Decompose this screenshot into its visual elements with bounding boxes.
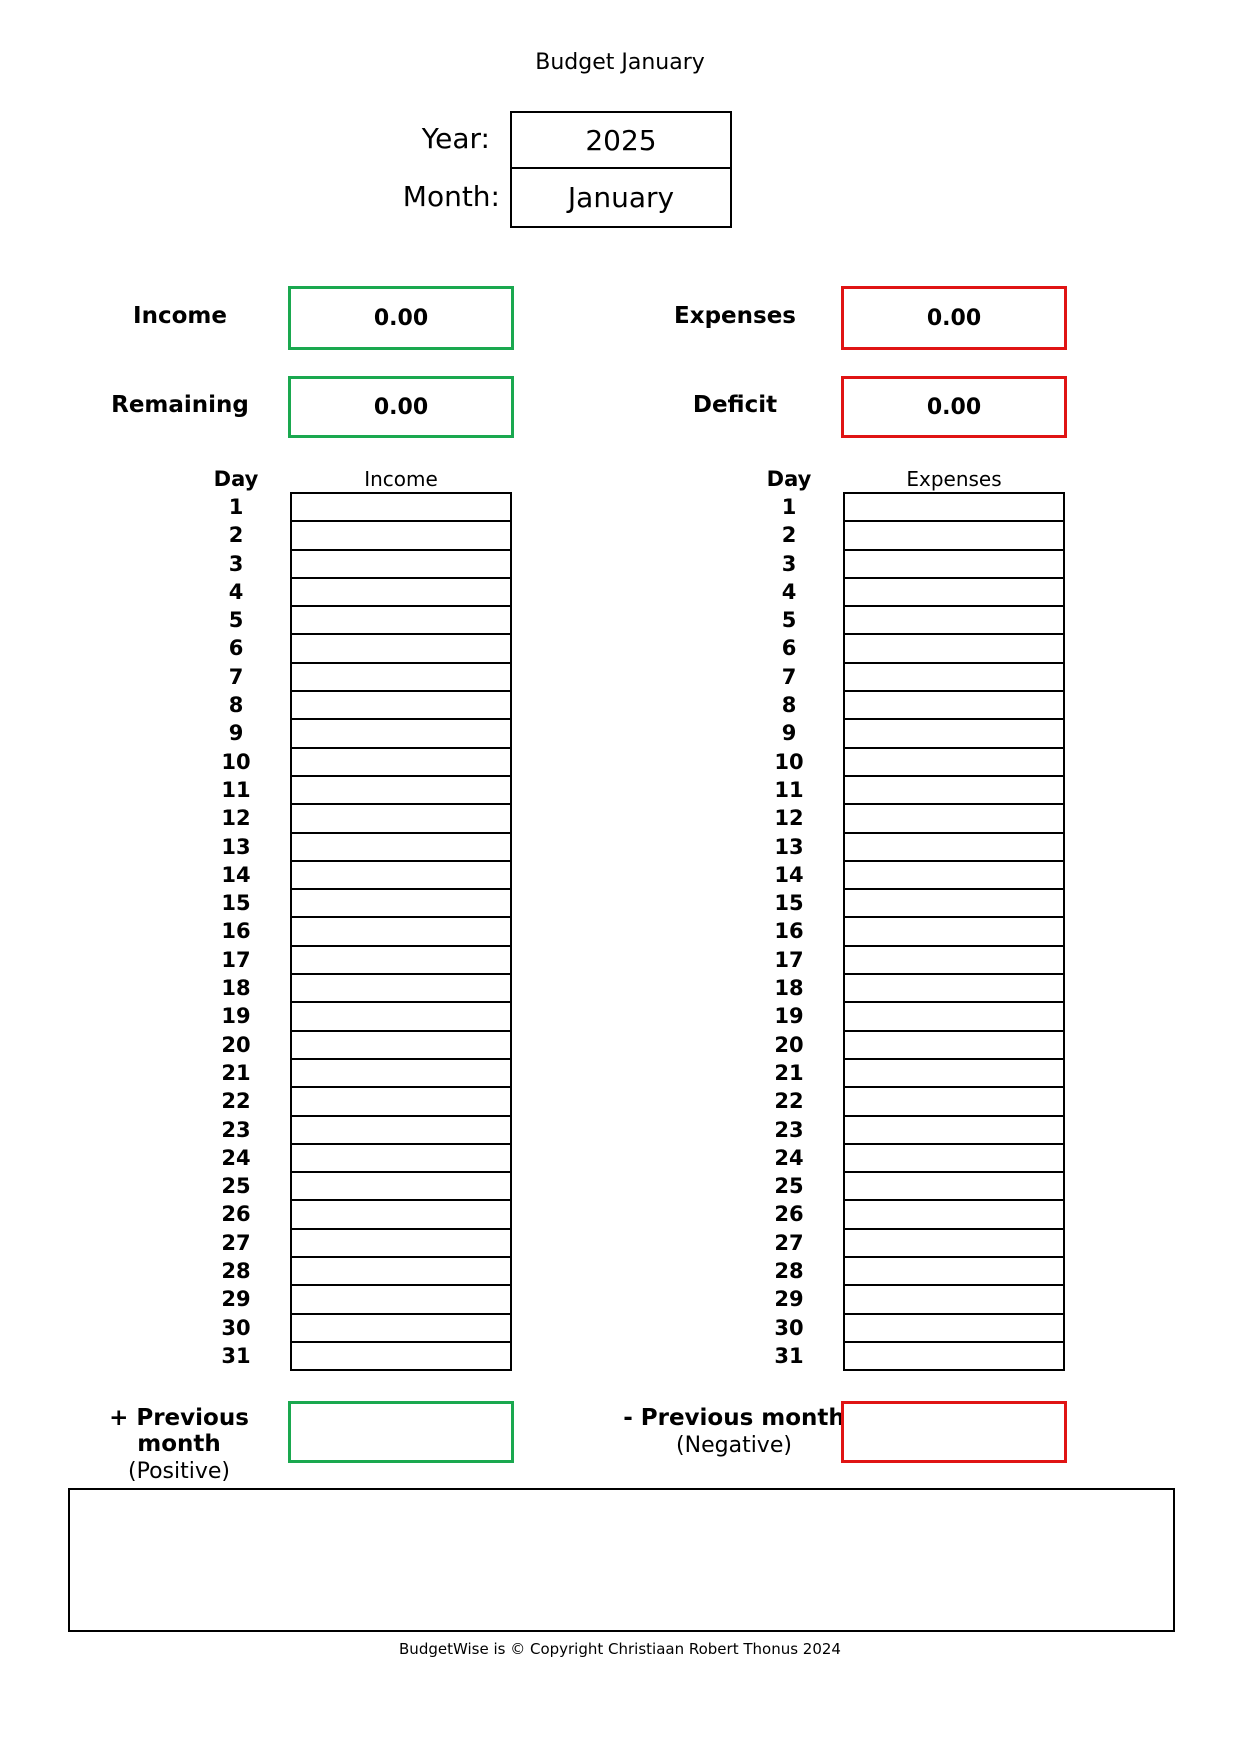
income-entry-cell[interactable]	[290, 664, 512, 692]
expenses-day-number: 29	[774, 1287, 804, 1312]
income-day-number: 11	[221, 777, 251, 802]
income-day-number: 10	[221, 749, 251, 774]
income-day-number: 1	[228, 495, 244, 519]
expenses-entry-cell[interactable]	[843, 947, 1065, 975]
income-day-number: 2	[228, 523, 244, 548]
income-entry-cell[interactable]	[290, 1315, 512, 1343]
income-day-number: 15	[221, 891, 251, 916]
income-day-number: 30	[221, 1315, 251, 1340]
year-label: Year:	[421, 122, 490, 155]
expenses-day-number: 20	[774, 1032, 804, 1057]
expenses-day-number: 28	[774, 1259, 804, 1284]
income-day-number: 3	[228, 551, 244, 576]
income-day-number: 6	[228, 636, 244, 661]
expenses-day-number: 15	[774, 891, 804, 916]
income-day-number: 16	[221, 919, 251, 944]
income-entry-cell[interactable]	[290, 1003, 512, 1031]
notes-box[interactable]	[68, 1488, 1175, 1632]
expenses-day-number: 26	[774, 1202, 804, 1227]
expenses-entry-cell[interactable]	[843, 975, 1065, 1003]
income-entry-cell[interactable]	[290, 720, 512, 748]
expenses-column-header: Expenses	[906, 467, 1002, 491]
income-entry-cell[interactable]	[290, 1286, 512, 1314]
income-entry-cell[interactable]	[290, 749, 512, 777]
expenses-day-number: 17	[774, 947, 804, 972]
income-entry-cell[interactable]	[290, 1230, 512, 1258]
expenses-day-number: 25	[774, 1174, 804, 1199]
expenses-entry-cell[interactable]	[843, 494, 1065, 522]
income-day-number: 24	[221, 1145, 251, 1170]
income-entry-cell[interactable]	[290, 890, 512, 918]
income-day-number: 20	[221, 1032, 251, 1057]
expenses-day-number: 18	[774, 976, 804, 1001]
income-day-number: 31	[221, 1343, 251, 1368]
previous-negative-sub: (Negative)	[676, 1433, 792, 1458]
expenses-entry-cell[interactable]	[843, 1258, 1065, 1286]
expenses-entry-cell[interactable]	[843, 1032, 1065, 1060]
expenses-entry-cell[interactable]	[843, 720, 1065, 748]
income-day-number: 28	[221, 1259, 251, 1284]
income-total-field: 0.00	[288, 286, 514, 350]
income-entry-list	[290, 492, 512, 1371]
deficit-field: 0.00	[841, 376, 1067, 438]
income-entry-cell[interactable]	[290, 862, 512, 890]
expenses-entry-cell[interactable]	[843, 862, 1065, 890]
expenses-day-number: 31	[774, 1343, 804, 1368]
income-day-number: 26	[221, 1202, 251, 1227]
previous-positive-sub: (Positive)	[128, 1459, 230, 1484]
expenses-entry-cell[interactable]	[843, 1060, 1065, 1088]
income-entry-cell[interactable]	[290, 1145, 512, 1173]
expenses-entry-cell[interactable]	[843, 749, 1065, 777]
expenses-entry-cell[interactable]	[843, 1230, 1065, 1258]
income-entry-cell[interactable]	[290, 1343, 512, 1371]
income-entry-cell[interactable]	[290, 522, 512, 550]
expenses-day-number: 6	[781, 636, 797, 661]
expenses-day-header: Day	[766, 467, 812, 491]
income-entry-cell[interactable]	[290, 579, 512, 607]
year-field[interactable]: 2025	[510, 111, 732, 169]
copyright-footer: BudgetWise is © Copyright Christiaan Robert Thonus 2024	[399, 1640, 841, 1658]
expenses-day-list	[759, 493, 819, 1370]
income-day-number: 13	[221, 834, 251, 859]
expenses-entry-cell[interactable]	[843, 918, 1065, 946]
expenses-total-field: 0.00	[841, 286, 1067, 350]
expenses-day-number: 21	[774, 1060, 804, 1085]
expenses-day-number: 27	[774, 1230, 804, 1255]
expenses-entry-cell[interactable]	[843, 777, 1065, 805]
income-entry-cell[interactable]	[290, 805, 512, 833]
expenses-entry-cell[interactable]	[843, 1201, 1065, 1229]
income-day-number: 4	[228, 579, 244, 604]
expenses-entry-list	[843, 492, 1065, 1371]
expenses-entry-cell[interactable]	[843, 692, 1065, 720]
income-entry-cell[interactable]	[290, 975, 512, 1003]
deficit-label: Deficit	[692, 392, 778, 418]
income-total-label: Income	[133, 303, 227, 329]
expenses-day-number: 12	[774, 806, 804, 831]
income-entry-cell[interactable]	[290, 494, 512, 522]
income-entry-cell[interactable]	[290, 551, 512, 579]
previous-negative-label	[623, 1405, 845, 1458]
expenses-day-number: 30	[774, 1315, 804, 1340]
expenses-day-number: 9	[781, 721, 797, 746]
income-day-number: 27	[221, 1230, 251, 1255]
income-entry-cell[interactable]	[290, 1117, 512, 1145]
income-column-header: Income	[364, 467, 438, 491]
expenses-entry-cell[interactable]	[843, 890, 1065, 918]
expenses-day-number: 22	[774, 1089, 804, 1114]
income-day-number: 7	[228, 664, 244, 689]
expenses-day-number: 23	[774, 1117, 804, 1142]
income-day-number: 9	[228, 721, 244, 746]
expenses-entry-cell[interactable]	[843, 1117, 1065, 1145]
expenses-entry-cell[interactable]	[843, 607, 1065, 635]
income-day-number: 17	[221, 947, 251, 972]
income-entry-cell[interactable]	[290, 1173, 512, 1201]
income-entry-cell[interactable]	[290, 1201, 512, 1229]
remaining-field: 0.00	[288, 376, 514, 438]
expenses-entry-cell[interactable]	[843, 635, 1065, 663]
page-title: Budget January	[535, 50, 705, 75]
expenses-day-number: 24	[774, 1145, 804, 1170]
income-day-number: 19	[221, 1004, 251, 1029]
expenses-day-number: 10	[774, 749, 804, 774]
previous-positive-field[interactable]	[288, 1401, 514, 1463]
expenses-entry-cell[interactable]	[843, 551, 1065, 579]
expenses-entry-cell[interactable]	[843, 834, 1065, 862]
expenses-entry-cell[interactable]	[843, 1003, 1065, 1031]
income-entry-cell[interactable]	[290, 1032, 512, 1060]
income-day-number: 29	[221, 1287, 251, 1312]
income-entry-cell[interactable]	[290, 692, 512, 720]
income-day-number: 25	[221, 1174, 251, 1199]
expenses-day-number: 11	[774, 777, 804, 802]
income-entry-cell[interactable]	[290, 607, 512, 635]
income-day-number: 14	[221, 862, 251, 887]
remaining-label: Remaining	[111, 392, 249, 418]
expenses-day-number: 5	[781, 608, 797, 633]
expenses-day-number: 3	[781, 551, 797, 576]
expenses-entry-cell[interactable]	[843, 1088, 1065, 1116]
income-day-list	[206, 493, 266, 1370]
expenses-day-number: 19	[774, 1004, 804, 1029]
expenses-entry-cell[interactable]	[843, 522, 1065, 550]
previous-negative-main: - Previous month	[623, 1405, 845, 1431]
income-entry-cell[interactable]	[290, 834, 512, 862]
expenses-day-number: 13	[774, 834, 804, 859]
expenses-entry-cell[interactable]	[843, 1173, 1065, 1201]
income-entry-cell[interactable]	[290, 1258, 512, 1286]
expenses-entry-cell[interactable]	[843, 805, 1065, 833]
previous-negative-field[interactable]	[841, 1401, 1067, 1463]
previous-positive-main: + Previous month	[109, 1405, 249, 1457]
expenses-day-number: 1	[781, 495, 797, 519]
income-day-number: 8	[228, 693, 244, 718]
expenses-day-number: 8	[781, 693, 797, 718]
expenses-entry-cell[interactable]	[843, 664, 1065, 692]
income-entry-cell[interactable]	[290, 1060, 512, 1088]
income-entry-cell[interactable]	[290, 947, 512, 975]
income-day-number: 12	[221, 806, 251, 831]
previous-positive-label	[68, 1405, 290, 1484]
expenses-entry-cell[interactable]	[843, 1343, 1065, 1371]
income-entry-cell[interactable]	[290, 918, 512, 946]
expenses-entry-cell[interactable]	[843, 1286, 1065, 1314]
expenses-day-number: 7	[781, 664, 797, 689]
income-entry-cell[interactable]	[290, 777, 512, 805]
month-field[interactable]: January	[510, 167, 732, 228]
month-label: Month:	[402, 180, 500, 213]
expenses-day-number: 14	[774, 862, 804, 887]
expenses-entry-cell[interactable]	[843, 1145, 1065, 1173]
expenses-day-number: 16	[774, 919, 804, 944]
income-entry-cell[interactable]	[290, 1088, 512, 1116]
income-day-number: 22	[221, 1089, 251, 1114]
expenses-day-number: 4	[781, 579, 797, 604]
income-day-header: Day	[213, 467, 259, 491]
income-day-number: 23	[221, 1117, 251, 1142]
income-entry-cell[interactable]	[290, 635, 512, 663]
income-day-number: 5	[228, 608, 244, 633]
expenses-entry-cell[interactable]	[843, 579, 1065, 607]
expenses-entry-cell[interactable]	[843, 1315, 1065, 1343]
expenses-day-number: 2	[781, 523, 797, 548]
income-day-number: 21	[221, 1060, 251, 1085]
income-day-number: 18	[221, 976, 251, 1001]
expenses-total-label: Expenses	[674, 303, 796, 329]
